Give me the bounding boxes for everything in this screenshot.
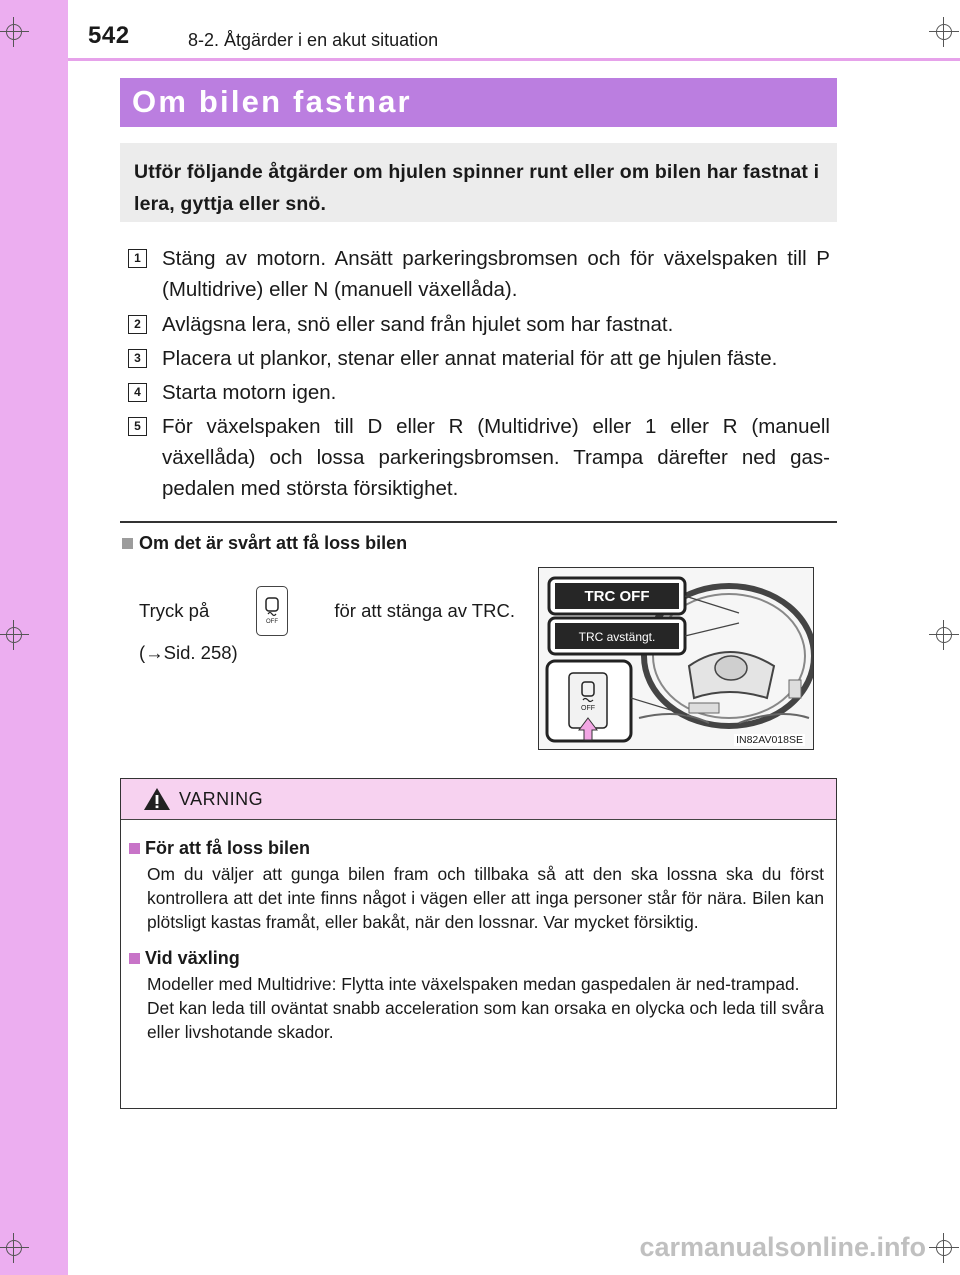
warning-paragraph: Om du väljer att gunga bilen fram och tillbaka så att den ska lossna ska du först kontrollera att det inte finns något i vägen eller att inga personer står för nära. Bilen kan plötsligt kastas framåt, eller bakåt, när den lossnar. Var mycket försiktig. <box>147 864 824 932</box>
trc-text-before: Tryck på <box>139 600 210 621</box>
svg-text:OFF: OFF <box>581 705 595 712</box>
step-number: 2 <box>128 315 147 334</box>
trc-off-label: TRC OFF <box>584 588 650 605</box>
warning-paragraph: Modeller med Multidrive: Flytta inte växelspaken medan gaspedalen är ned-trampad. <box>147 974 800 994</box>
step-text: Stäng av motorn. Ansätt parkeringsbromsen och för växelspaken till P (Multidrive) eller N (manuell växellåda). <box>162 247 830 301</box>
title-band <box>120 78 837 127</box>
header-rule <box>68 58 960 61</box>
step-text: Starta motorn igen. <box>162 381 337 404</box>
step-item <box>128 411 830 504</box>
square-bullet-icon <box>122 538 133 549</box>
warning-box <box>120 778 837 1109</box>
svg-text:OFF: OFF <box>265 619 278 625</box>
crop-mark-icon <box>0 1233 29 1263</box>
square-bullet-icon <box>129 843 140 854</box>
trc-off-button-icon <box>256 586 288 636</box>
subsection-heading: Om det är svårt att få loss bilen <box>122 533 407 554</box>
square-bullet-icon <box>129 953 140 964</box>
step-item <box>128 309 830 340</box>
crop-mark-icon <box>929 17 959 47</box>
trc-instruction <box>139 586 515 670</box>
warning-paragraph: Det kan leda till oväntat snabb acceleration som kan orsaka en olycka och leda till svåra eller livshotande skador. <box>147 998 824 1042</box>
crop-mark-icon <box>0 620 29 650</box>
warning-subheading: För att få loss bilen <box>129 834 824 862</box>
step-text: För växelspaken till D eller R (Multidrive) eller 1 eller R (manuell växellåda) och lossa parkeringsbromsen. Trampa därefter ned gas-pedalen med största försiktighet. <box>162 415 830 500</box>
trc-avstangt-label: TRC avstängt. <box>578 630 656 644</box>
page-number: 542 <box>88 22 130 49</box>
step-number: 5 <box>128 417 147 436</box>
subsection-rule <box>120 521 837 523</box>
section-heading: 8-2. Åtgärder i en akut situation <box>188 30 439 50</box>
figure-id: IN82AV018SE <box>736 734 803 746</box>
step-number: 3 <box>128 349 147 368</box>
dashboard-illustration <box>539 568 814 750</box>
crop-mark-icon <box>929 620 959 650</box>
warning-body <box>121 820 836 1044</box>
step-item <box>128 377 830 408</box>
step-item <box>128 243 830 305</box>
crop-mark-icon <box>929 1233 959 1263</box>
step-item <box>128 343 830 374</box>
dashboard-figure <box>538 567 814 750</box>
step-number: 4 <box>128 383 147 402</box>
page-title: Om bilen fastnar <box>132 84 412 119</box>
warning-subheading: Vid växling <box>129 944 824 972</box>
warning-title: VARNING <box>179 789 264 809</box>
page-reference: (→Sid. 258) <box>139 642 238 663</box>
warning-triangle-icon <box>143 787 171 811</box>
step-text: Avlägsna lera, snö eller sand från hjulet som har fastnat. <box>162 313 674 336</box>
footer-watermark: carmanualsonline.info <box>639 1232 926 1262</box>
intro-box: Utför följande åtgärder om hjulen spinner runt eller om bilen har fastnat i lera, gyttja eller snö. <box>120 143 837 222</box>
warning-header <box>121 779 836 820</box>
step-number: 1 <box>128 249 147 268</box>
step-text: Placera ut plankor, stenar eller annat material för att ge hjulen fäste. <box>162 347 778 370</box>
crop-mark-icon <box>0 17 29 47</box>
trc-text-after: för att stänga av TRC. <box>334 600 515 621</box>
